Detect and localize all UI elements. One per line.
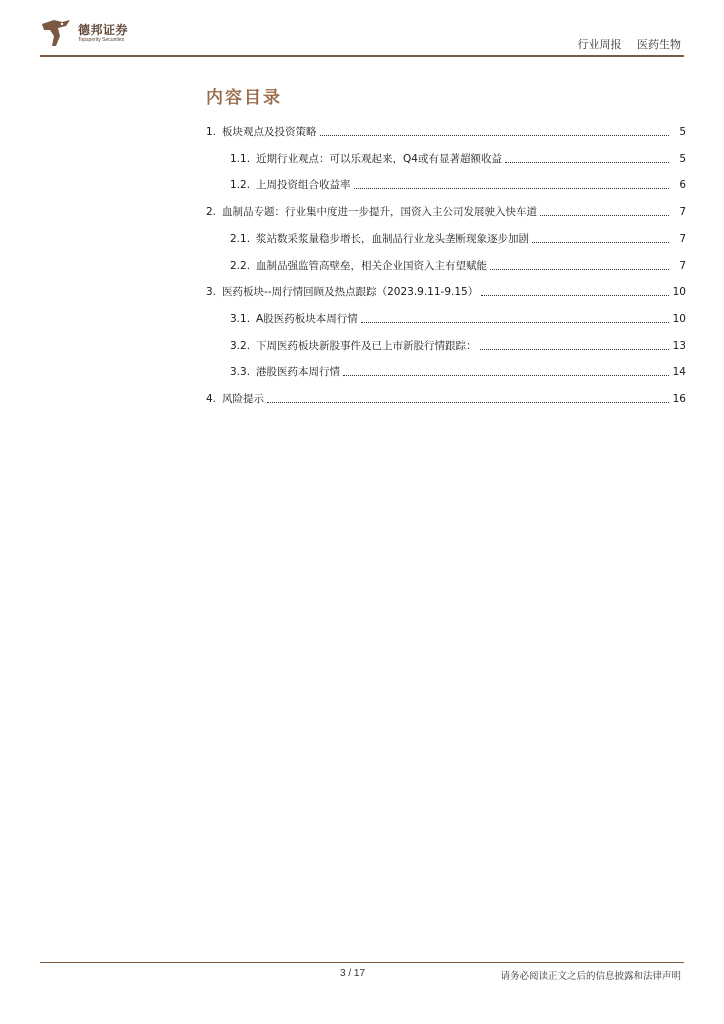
toc-item-title: 血制品强监管高壁垒，相关企业国资入主有望赋能 xyxy=(256,259,488,272)
toc-dot-leader xyxy=(540,215,669,216)
toc-dot-leader xyxy=(481,295,669,296)
toc-item-page: 10 xyxy=(672,312,686,325)
toc-item-title: 港股医药本周行情 xyxy=(256,366,341,379)
toc-item-title: 血制品专题：行业集中度进一步提升，国资入主公司发展驶入快车道 xyxy=(222,206,538,219)
toc-item-number: 3.3. xyxy=(230,366,251,379)
toc-item-title: 板块观点及投资策略 xyxy=(222,126,317,138)
toc-item-number: 4. xyxy=(206,393,217,405)
toc-item-page: 10 xyxy=(672,286,686,299)
toc-item-number: 2.1. xyxy=(230,232,251,245)
toc-item-number: 1.2. xyxy=(230,179,251,192)
toc-dot-leader xyxy=(361,322,669,323)
toc-item[interactable] xyxy=(230,257,686,273)
toc-dot-leader xyxy=(480,349,669,350)
toc-item-page: 5 xyxy=(679,126,686,138)
toc-item[interactable] xyxy=(206,390,686,406)
toc-item[interactable] xyxy=(230,176,686,192)
toc-item-page: 14 xyxy=(672,366,686,379)
toc-item-page: 5 xyxy=(679,152,686,165)
report-type: 行业周报 xyxy=(577,38,622,51)
toc-item-number: 3. xyxy=(206,286,217,299)
toc-item-page: 13 xyxy=(672,339,686,352)
toc-dot-leader xyxy=(354,188,669,189)
toc-item[interactable] xyxy=(230,230,686,246)
toc-item[interactable] xyxy=(230,310,686,326)
toc-item[interactable] xyxy=(230,337,686,353)
toc-item[interactable] xyxy=(206,283,686,299)
toc-item-page: 7 xyxy=(679,259,686,272)
toc-item-number: 1.1. xyxy=(230,152,251,165)
toc-item-title: 上周投资组合收益率 xyxy=(256,179,351,192)
toc-item-title: 风险提示 xyxy=(222,393,265,405)
legal-disclaimer: 请务必阅读正文之后的信息披露和法律声明 xyxy=(500,971,681,982)
toc-item-page: 16 xyxy=(672,393,686,405)
toc-item-title: 下周医药板块新股事件及已上市新股行情跟踪： xyxy=(256,339,477,352)
toc-item[interactable] xyxy=(206,123,686,139)
toc-item-number: 1. xyxy=(206,126,217,138)
toc-dot-leader xyxy=(505,162,669,163)
toc-item-number: 2. xyxy=(206,206,217,219)
toc-dot-leader xyxy=(267,402,669,403)
toc-item-title: A股医药板块本周行情 xyxy=(256,312,358,325)
toc-dot-leader xyxy=(532,242,669,243)
toc-dot-leader xyxy=(343,375,669,376)
logo-chinese-name: 德邦证券 xyxy=(78,23,129,37)
toc-item[interactable] xyxy=(230,363,686,379)
toc-item-page: 6 xyxy=(679,179,686,192)
toc-title: 内容目录 xyxy=(206,88,282,108)
toc-item[interactable] xyxy=(206,203,686,219)
toc-item-number: 3.1. xyxy=(230,312,251,325)
toc-dot-leader xyxy=(490,269,669,270)
report-sector: 医药生物 xyxy=(637,38,681,51)
footer-divider xyxy=(40,962,684,963)
toc-item-page: 7 xyxy=(679,232,686,245)
toc-item-title: 浆站数采浆量稳步增长，血制品行业龙头垄断现象逐步加剧 xyxy=(256,232,530,245)
toc-item[interactable] xyxy=(230,150,686,166)
toc-item-title: 医药板块--周行情回顾及热点跟踪（2023.9.11-9.15） xyxy=(222,286,479,299)
toc-dot-leader xyxy=(320,135,669,136)
toc-item-title: 近期行业观点：可以乐观起来，Q4或有显著超额收益 xyxy=(256,152,502,165)
toc-item-number: 2.2. xyxy=(230,259,251,272)
page-indicator: 3 / 17 xyxy=(340,968,366,979)
toc-item-number: 3.2. xyxy=(230,339,251,352)
toc-item-page: 7 xyxy=(679,206,686,219)
logo-english-name: Topsperity Securities xyxy=(78,37,125,43)
